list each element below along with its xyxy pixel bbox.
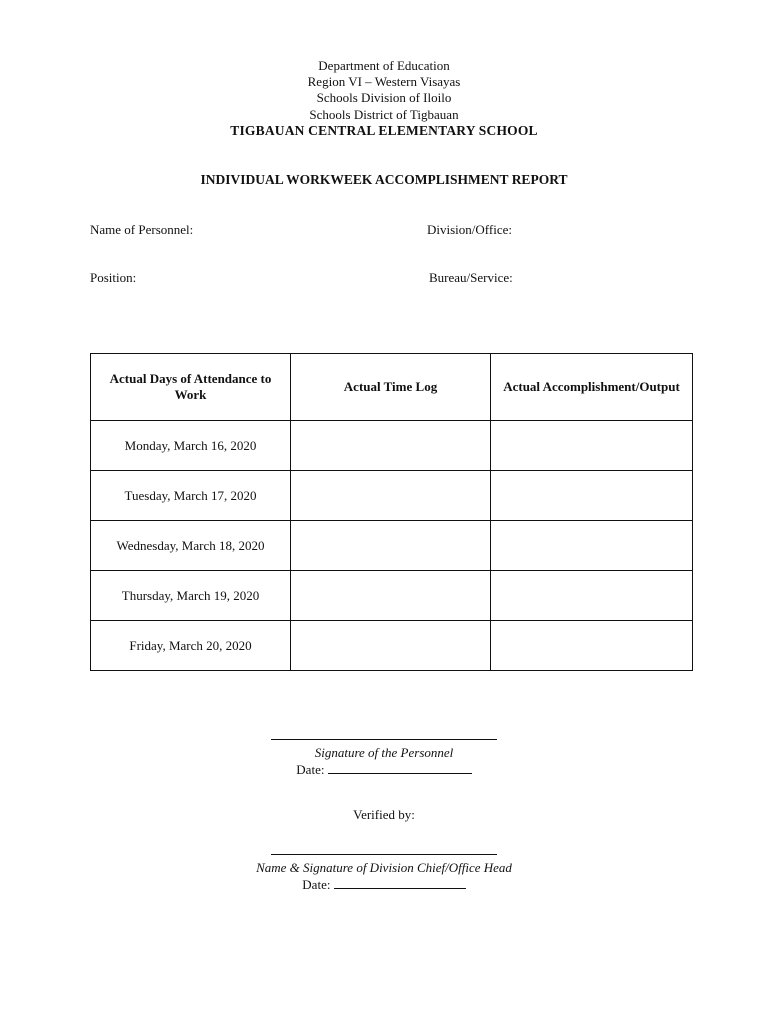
document-header [0,58,768,139]
header-time-log: Actual Time Log [291,354,491,421]
head-signature-line[interactable] [271,853,497,855]
header-school-name: TIGBAUAN CENTRAL ELEMENTARY SCHOOL [230,122,538,138]
day-cell: Thursday, March 19, 2020 [91,571,291,621]
table-row [91,621,693,671]
bureau-service-label: Bureau/Service: [429,270,513,285]
position-label: Position: [90,270,137,285]
time-log-cell[interactable] [291,621,491,671]
header-accomplishment-output: Actual Accomplishment/Output [491,354,693,421]
time-log-cell[interactable] [291,421,491,471]
head-date-row [0,876,768,893]
personnel-date-row [0,761,768,778]
personnel-signature-caption: Signature of the Personnel [314,745,454,760]
output-cell[interactable] [491,571,693,621]
time-log-cell[interactable] [291,471,491,521]
head-date-label: Date: [302,877,331,892]
header-division: Schools Division of Iloilo [316,90,452,106]
day-cell: Tuesday, March 17, 2020 [91,471,291,521]
head-date-line[interactable] [334,878,466,889]
header-department: Department of Education [318,58,450,73]
time-log-cell[interactable] [291,521,491,571]
table-row [91,521,693,571]
head-signature-block [0,842,768,893]
time-log-cell[interactable] [291,571,491,621]
name-of-personnel-label: Name of Personnel: [90,222,194,237]
head-signature-caption: Name & Signature of Division Chief/Office Head [256,860,512,875]
personnel-signature-line[interactable] [271,738,497,740]
output-cell[interactable] [491,521,693,571]
output-cell[interactable] [491,621,693,671]
personnel-date-line[interactable] [328,763,472,774]
day-cell: Monday, March 16, 2020 [91,421,291,471]
personnel-date-label: Date: [296,762,325,777]
report-title: INDIVIDUAL WORKWEEK ACCOMPLISHMENT REPORT [200,172,568,187]
day-cell: Wednesday, March 18, 2020 [91,521,291,571]
accomplishment-table [90,353,693,671]
header-district: Schools District of Tigbauan [309,106,459,122]
table-row [91,471,693,521]
division-office-label: Division/Office: [427,222,512,237]
day-cell: Friday, March 20, 2020 [91,621,291,671]
table-row [91,421,693,471]
output-cell[interactable] [491,471,693,521]
verified-by-label: Verified by: [353,807,415,822]
table-row [91,571,693,621]
personnel-signature-block [0,727,768,778]
header-region: Region VI – Western Visayas [307,74,461,90]
output-cell[interactable] [491,421,693,471]
header-attendance-days: Actual Days of Attendance to Work [91,354,291,421]
table-header-row [91,354,693,421]
